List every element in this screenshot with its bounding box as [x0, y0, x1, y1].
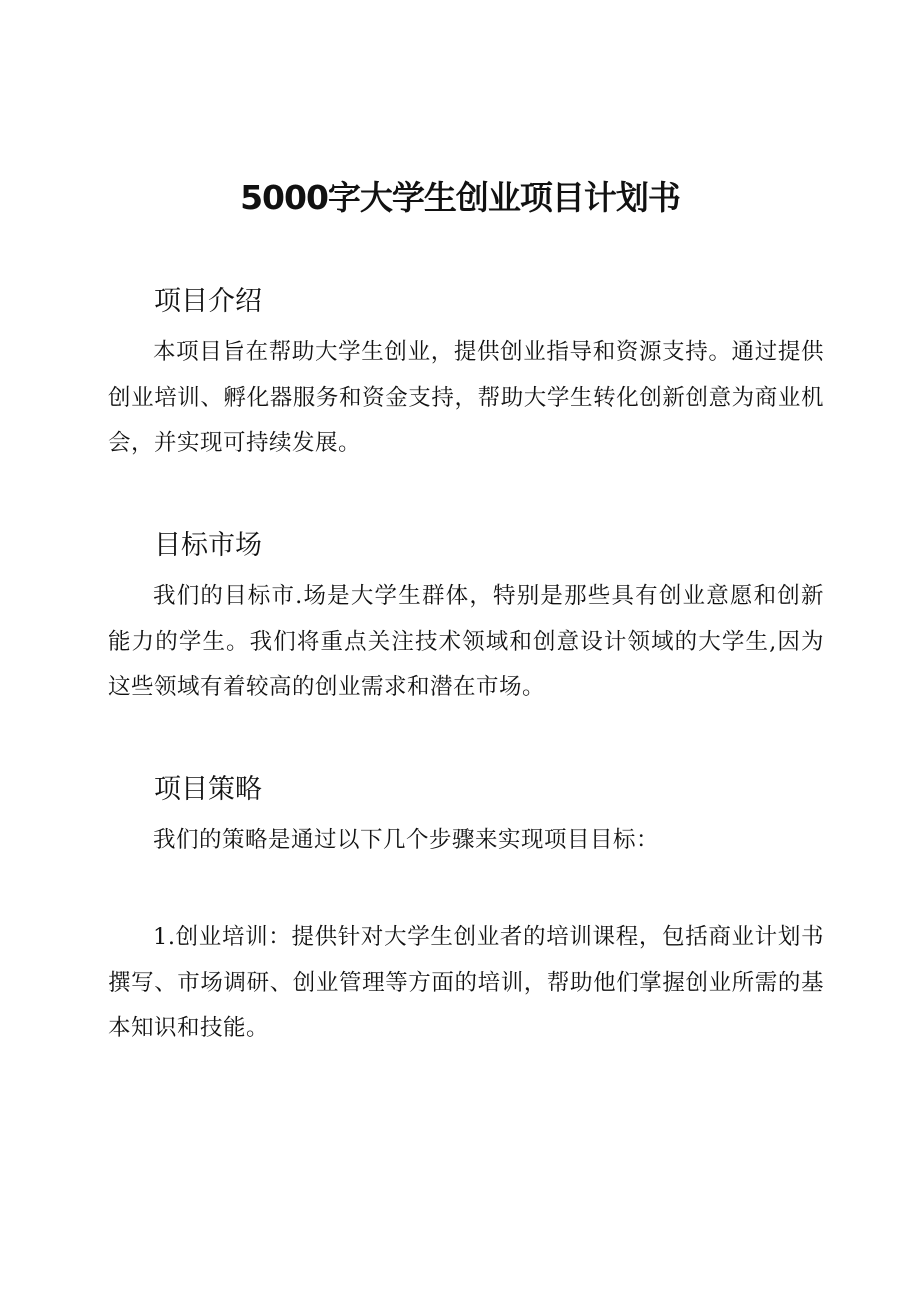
section-heading-target-market: 目标市场	[154, 530, 262, 561]
paragraph-project-intro: 本项目旨在帮助大学生创业，提供创业指导和资源支持。通过提供创业培训、孵化器服务和资金支持，帮助大学生转化创新创意为商业机会，并实现可持续发展。	[108, 339, 824, 456]
section-heading-project-intro: 项目介绍	[154, 286, 262, 317]
section-heading-project-strategy: 项目策略	[154, 774, 262, 805]
document-title: 5000字大学生创业项目计划书	[240, 178, 680, 217]
paragraph-strategy-step-1: 1.创业培训：提供针对大学生创业者的培训课程，包括商业计划书撰写、市场调研、创业管理等方面的培训，帮助他们掌握创业所需的基本知识和技能。	[108, 924, 824, 1041]
paragraph-strategy-intro: 我们的策略是通过以下几个步骤来实现项目目标：	[153, 827, 660, 853]
paragraph-target-market: 我们的目标市.场是大学生群体，特别是那些具有创业意愿和创新能力的学生。我们将重点关注技术领域和创意设计领域的大学生,因为这些领域有着较高的创业需求和潜在市场。	[108, 583, 824, 700]
